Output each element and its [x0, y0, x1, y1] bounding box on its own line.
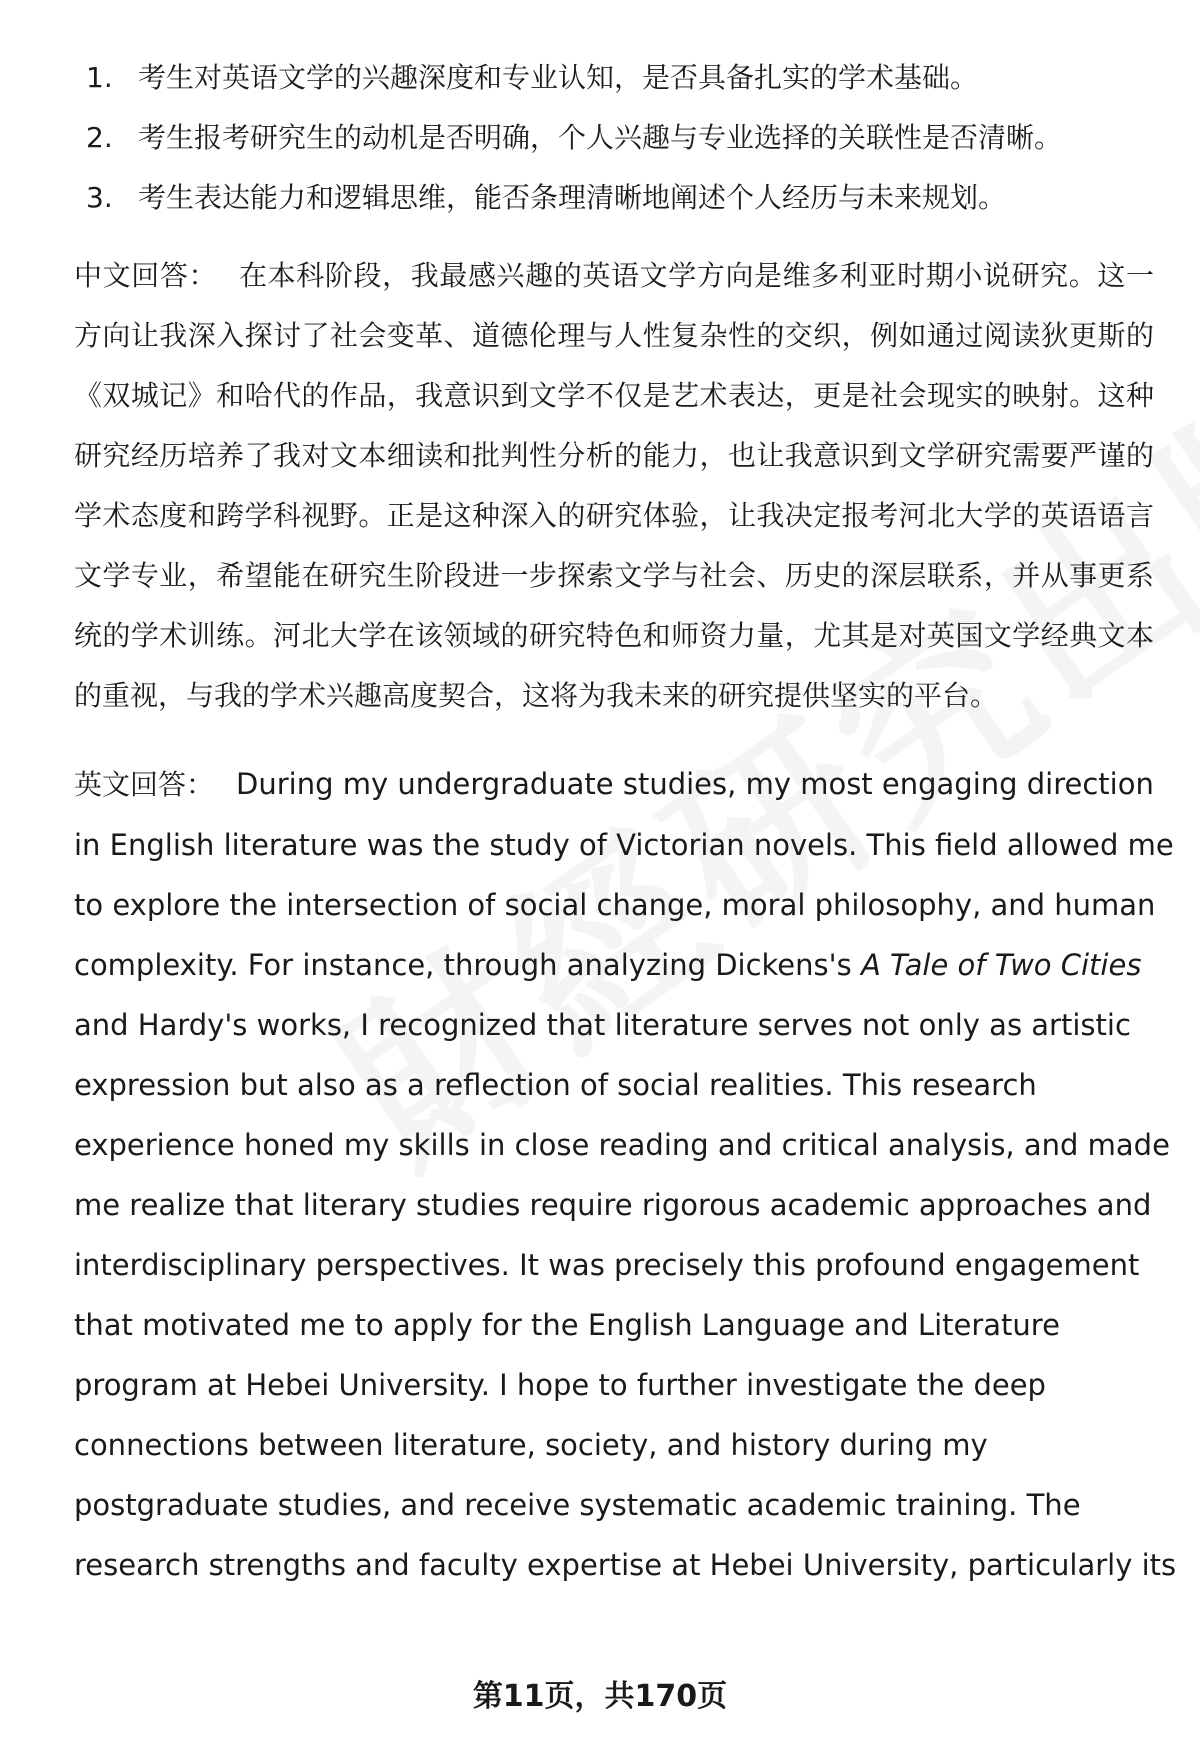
- english-answer-line: [74, 754, 1154, 815]
- english-answer-line: me realize that literary studies require rigorous academic approaches and: [74, 1188, 1152, 1222]
- english-answer-label: 英文回答：: [74, 768, 215, 801]
- english-answer: [74, 754, 1177, 1595]
- book-title: A Tale of Two Cities: [860, 948, 1142, 982]
- list-item: [74, 108, 1154, 168]
- list-number: 2.: [86, 121, 113, 154]
- english-answer-line: in English literature was the study of Victorian novels. This field allowed me: [74, 828, 1174, 862]
- english-answer-text: complexity. For instance, through analyzing Dickens's: [74, 948, 861, 982]
- english-answer-line: research strengths and faculty expertise at Hebei University, particularly its: [74, 1548, 1177, 1582]
- page-footer: 第11页，共170页: [472, 1679, 728, 1714]
- english-answer-line: experience honed my skills in close reading and critical analysis, and made: [74, 1128, 1170, 1162]
- english-answer-line: interdisciplinary perspectives. It was precisely this profound engagement: [74, 1248, 1140, 1282]
- english-answer-line: that motivated me to apply for the English Language and Literature: [74, 1308, 1060, 1342]
- english-answer-line: expression but also as a reflection of social realities. This research: [74, 1068, 1037, 1102]
- list-text: 考生表达能力和逻辑思维，能否条理清晰地阐述个人经历与未来规划。: [138, 181, 1007, 214]
- english-answer-line: to explore the intersection of social change, moral philosophy, and human: [74, 888, 1156, 922]
- list-text: 考生对英语文学的兴趣深度和专业认知，是否具备扎实的学术基础。: [138, 61, 979, 94]
- english-answer-line: connections between literature, society, and history during my: [74, 1428, 988, 1462]
- criteria-list: [74, 48, 1154, 228]
- english-answer-line: postgraduate studies, and receive systematic academic training. The: [74, 1488, 1081, 1522]
- english-answer-line: [74, 935, 1154, 995]
- english-answer-text: During my undergraduate studies, my most engaging direction: [236, 767, 1154, 801]
- english-answer-line: program at Hebei University. I hope to further investigate the deep: [74, 1368, 1046, 1402]
- chinese-answer: [74, 246, 1154, 726]
- list-item: [74, 168, 1154, 228]
- list-text: 考生报考研究生的动机是否明确，个人兴趣与专业选择的关联性是否清晰。: [138, 121, 1063, 154]
- list-item: [74, 48, 1154, 108]
- english-answer-line: and Hardy's works, I recognized that literature serves not only as artistic: [74, 1008, 1131, 1042]
- chinese-answer-label: 中文回答：: [74, 259, 218, 292]
- chinese-answer-text: 在本科阶段，我最感兴趣的英语文学方向是维多利亚时期小说研究。这一方向让我深入探讨了社会变革、道德伦理与人性复杂性的交织，例如通过阅读狄更斯的《双城记》和哈代的作品，我意识到文学不仅是艺术表达，更是社会现实的映射。这种研究经历培养了我对文本细读和批判性分析的能力，也让我意识到文学研究需要严谨的学术态度和跨学科视野。正是这种深入的研究体验，让我决定报考河北大学的英语语言文学专业，希望能在研究生阶段进一步探索文学与社会、历史的深层联系，并从事更系统的学术训练。河北大学在该领域的研究特色和师资力量，尤其是对英国文学经典文本的重视，与我的学术兴趣高度契合，这将为我未来的研究提供坚实的平台。: [74, 259, 1154, 712]
- list-number: 1.: [86, 61, 113, 94]
- list-number: 3.: [86, 181, 113, 214]
- page-content: [74, 48, 1177, 1595]
